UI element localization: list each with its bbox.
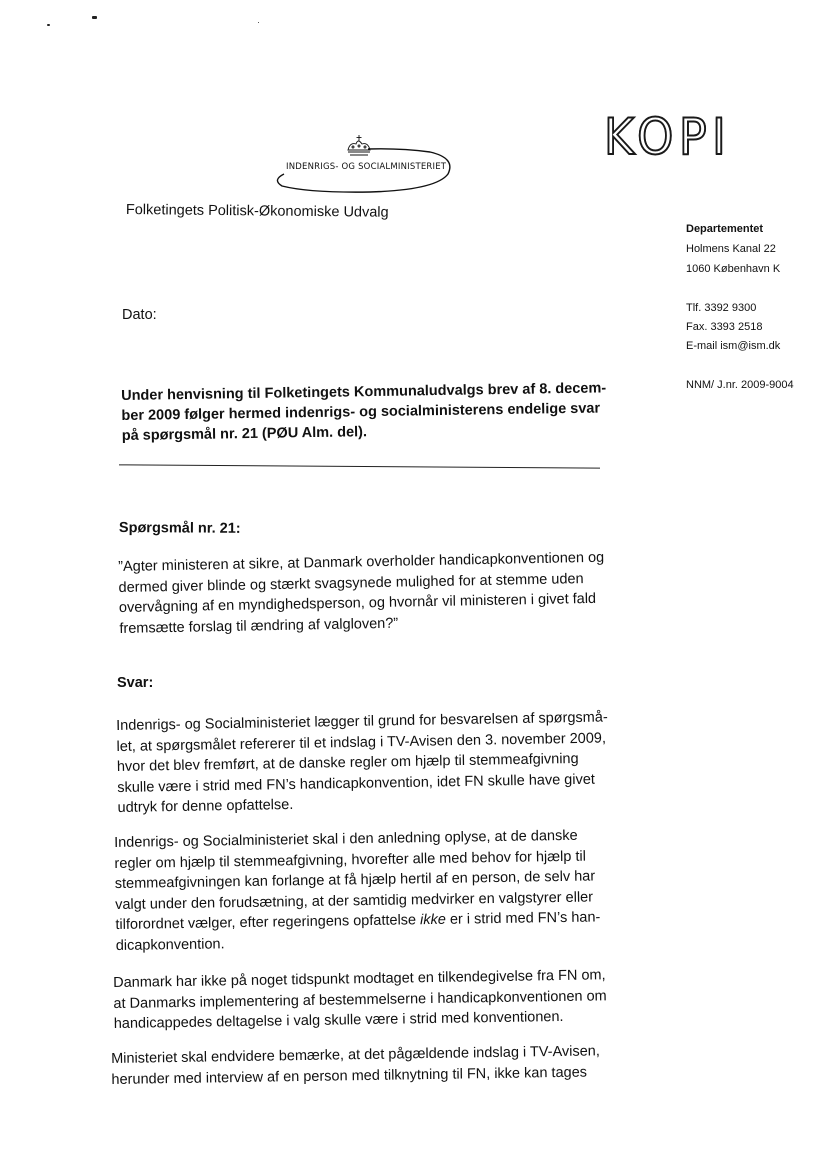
date-label: Dato: [122,307,157,323]
fax-number: Fax. 3393 2518 [686,321,763,333]
intro-line: på spørgsmål nr. 21 (PØU Alm. del). [121,424,368,444]
kopi-stamp: KOPI [604,108,732,166]
sender-department [686,220,763,238]
question-heading: Spørgsmål nr. 21: [118,520,241,537]
paragraph-line: hvor det blev fremført, at de danske regler om hjælp til stemmeafgivning [116,750,579,775]
email-address: E-mail ism@ism.dk [686,340,781,352]
text-run: er i strid med FN’s han- [445,909,601,928]
paragraph-line: Danmark har ikke på noget tidspunkt modtaget en tilkendegivelse fra FN om, [113,967,606,991]
ministry-name: INDENRIGS- OG SOCIALMINISTERIET [286,162,447,172]
intro-paragraph [121,378,607,446]
question-line: fremsætte forslag til ændring af valgloven?” [119,615,399,637]
department-label: Departementet [686,223,764,235]
paragraph-line: Indenrigs- og Socialministeriet lægger til grund for besvarelsen af spørgsmå- [116,709,608,734]
paragraph-line: dicapkonvention. [115,935,225,954]
address-line-1: Holmens Kanal 22 [686,243,776,255]
answer-paragraph-4 [111,1041,600,1090]
answer-paragraph-3 [113,965,607,1034]
address-line-2: 1060 København K [686,263,781,275]
paragraph-line: handicappedes deltagelse i valg skulle være i strid med konventionen. [113,1008,564,1032]
question-text [118,548,605,639]
divider-rule [119,464,600,468]
crown-icon [348,135,370,155]
intro-line: ber 2009 følger hermed indenrigs- og socialministerens endelige svar [121,400,601,424]
paragraph-line: let, at spørgsmålet refererer til et indslag i TV-Avisen den 3. november 2009, [116,729,607,755]
paragraph-line: herunder med interview af en person med tilknytning til FN, ikke kan tages [111,1064,588,1088]
answer-paragraph-1 [116,708,608,819]
answer-paragraph-2 [114,825,601,956]
answer-heading: Svar: [117,675,154,691]
question-line: ”Agter ministeren at sikre, at Danmark overholder handicapkonventionen og [118,549,605,575]
paragraph-line: valgt under den forudsætning, at der samtidig medvirker en valgstyrer eller [114,888,594,913]
journal-reference: NNM/ J.nr. 2009-9004 [686,379,794,391]
question-line: dermed giver blinde og stærkt svagsynede mulighed for at stemme uden [118,570,584,596]
question-line: overvågning af en myndighedsperson, og hvornår vil ministeren i givet fald [118,590,597,616]
phone-number: Tlf. 3392 9300 [686,302,757,314]
paragraph-line: regler om hjælp til stemmeafgivning, hvorefter alle med behov for hjælp til [114,848,587,872]
paragraph-line: at Danmarks implementering af bestemmelserne i handicapkonventionen om [113,987,607,1012]
paragraph-line: stemmeafgivningen kan forlange at få hjælp hertil af en person, de selv har [114,868,596,892]
paragraph-line: udtryk for denne opfattelse. [117,796,294,816]
emphasis-ikke: ikke [419,911,446,929]
paragraph-line: Ministeriet skal endvidere bemærke, at det pågældende indslag i TV-Avisen, [111,1043,600,1067]
recipient: Folketingets Politisk-Økonomiske Udvalg [125,202,389,221]
paragraph-line: skulle være i strid med FN’s handicapkonvention, idet FN skulle have givet [117,771,595,796]
paragraph-line: Indenrigs- og Socialministeriet skal i den anledning oplyse, at de danske [114,827,578,851]
text-run: tilforordnet vælger, efter regeringens opfattelse [115,912,421,933]
intro-line: Under henvisning til Folketingets Kommunaludvalgs brev af 8. decem- [121,380,607,404]
